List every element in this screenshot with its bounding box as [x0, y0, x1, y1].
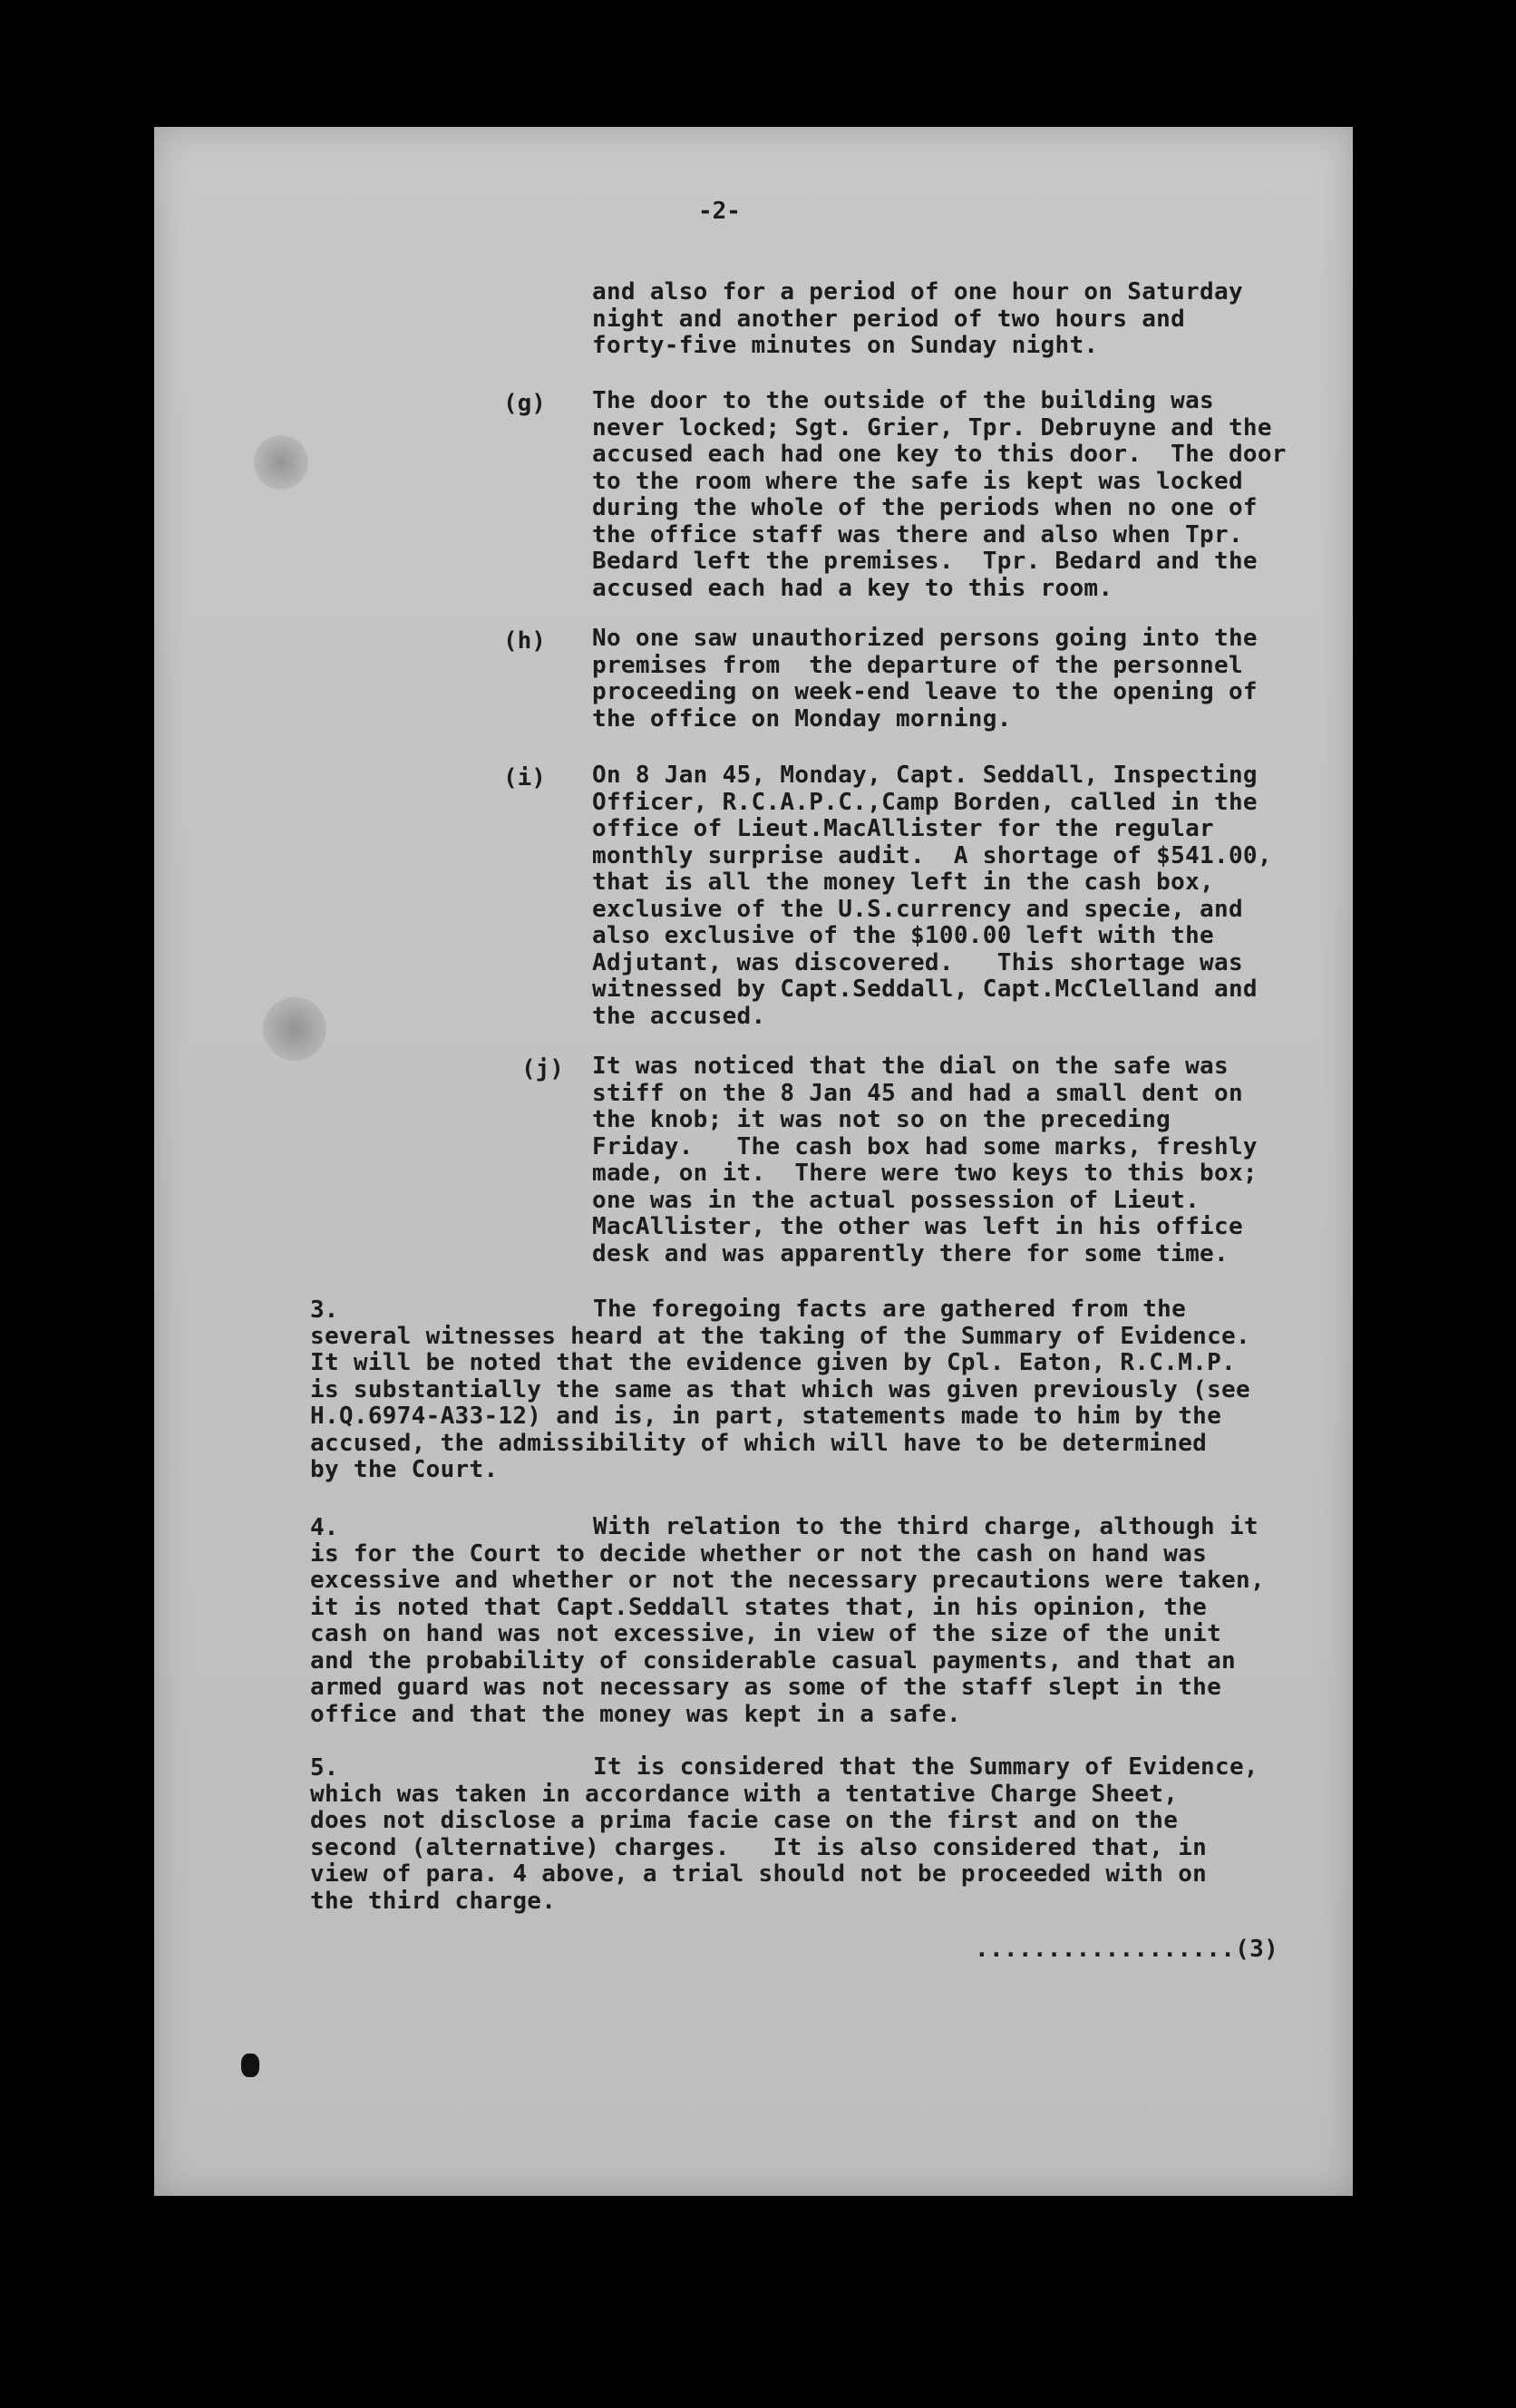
item-label: (g) — [503, 390, 546, 417]
item-text: The door to the outside of the building was never locked; Sgt. Grier, Tpr. Debruyne and the accused each had one key to this door. The door to the room where the safe is kept was locked during the whole of the periods when no one of the office staff was there and also when Tpr. Bedard left the premises. Tpr. Bedard and the accused each had a key to this room. — [592, 387, 1287, 602]
item-text: It was noticed that the dial on the safe was stiff on the 8 Jan 45 and had a small dent on the knob; it was not so on the preceding Friday. The cash box had some marks, freshly made, on it. There were two keys to this box; one was in the actual possession of Lieut. MacAllister, the other was left in his office desk and was apparently there for some time. — [592, 1053, 1258, 1267]
continuation-text: and also for a period of one hour on Saturday night and another period of two hours and forty-five minutes on Sunday night. — [592, 278, 1243, 359]
paragraph-number: 3. — [310, 1296, 339, 1324]
document-page — [154, 127, 1353, 2196]
paragraph-text: It is considered that the Summary of Evidence, which was taken in accordance with a tentative Charge Sheet, does not disclose a prima facie case on the first and on the second (alternative) charges. It is also considered that, in view of para. 4 above, a trial should not be proceeded with on the third charge. — [310, 1753, 1258, 1915]
stain — [254, 435, 308, 490]
item-text: On 8 Jan 45, Monday, Capt. Seddall, Inspecting Officer, R.C.A.P.C.,Camp Borden, called in the office of Lieut.MacAllister for the regular monthly surprise audit. A shortage of $541.00, that is all the money left in the cash box, exclusive of the U.S.currency and specie, and also exclusive of the $100.00 left with the Adjutant, was discovered. This shortage was witnessed by Capt.Seddall, Capt.McClelland and the accused. — [592, 762, 1272, 1030]
item-text: No one saw unauthorized persons going into the premises from the departure of the personnel proceeding on week-end leave to the opening of the office on Monday morning. — [592, 625, 1258, 733]
continuation-marker: ..................(3) — [975, 1936, 1279, 1963]
paragraph-number: 4. — [310, 1514, 339, 1541]
item-label: (j) — [521, 1055, 564, 1083]
paragraph-text: With relation to the third charge, although it is for the Court to decide whether or not the cash on hand was excessive and whether or not the necessary precautions were taken, it is noted that Capt.Seddall states that, in his opinion, the cash on hand was not excessive, in view of the size of the unit and the probability of considerable casual payments, and that an armed guard was not necessary as some of the staff slept in the office and that the money was kept in a safe. — [310, 1513, 1265, 1728]
page-number: -2- — [698, 198, 741, 225]
ink-smudge — [241, 2054, 259, 2077]
paragraph-text: The foregoing facts are gathered from the several witnesses heard at the taking of the Summary of Evidence. It will be noted that the evidence given by Cpl. Eaton, R.C.M.P. is substantially the same as that which was given previously (see H.Q.6974-A33-12) and is, in part, statements made to him by the accused, the admissibility of which will have to be determined by the Court. — [310, 1296, 1250, 1483]
stain — [263, 997, 326, 1061]
paragraph-number: 5. — [310, 1754, 339, 1782]
item-label: (h) — [503, 627, 546, 655]
item-label: (i) — [503, 764, 546, 791]
